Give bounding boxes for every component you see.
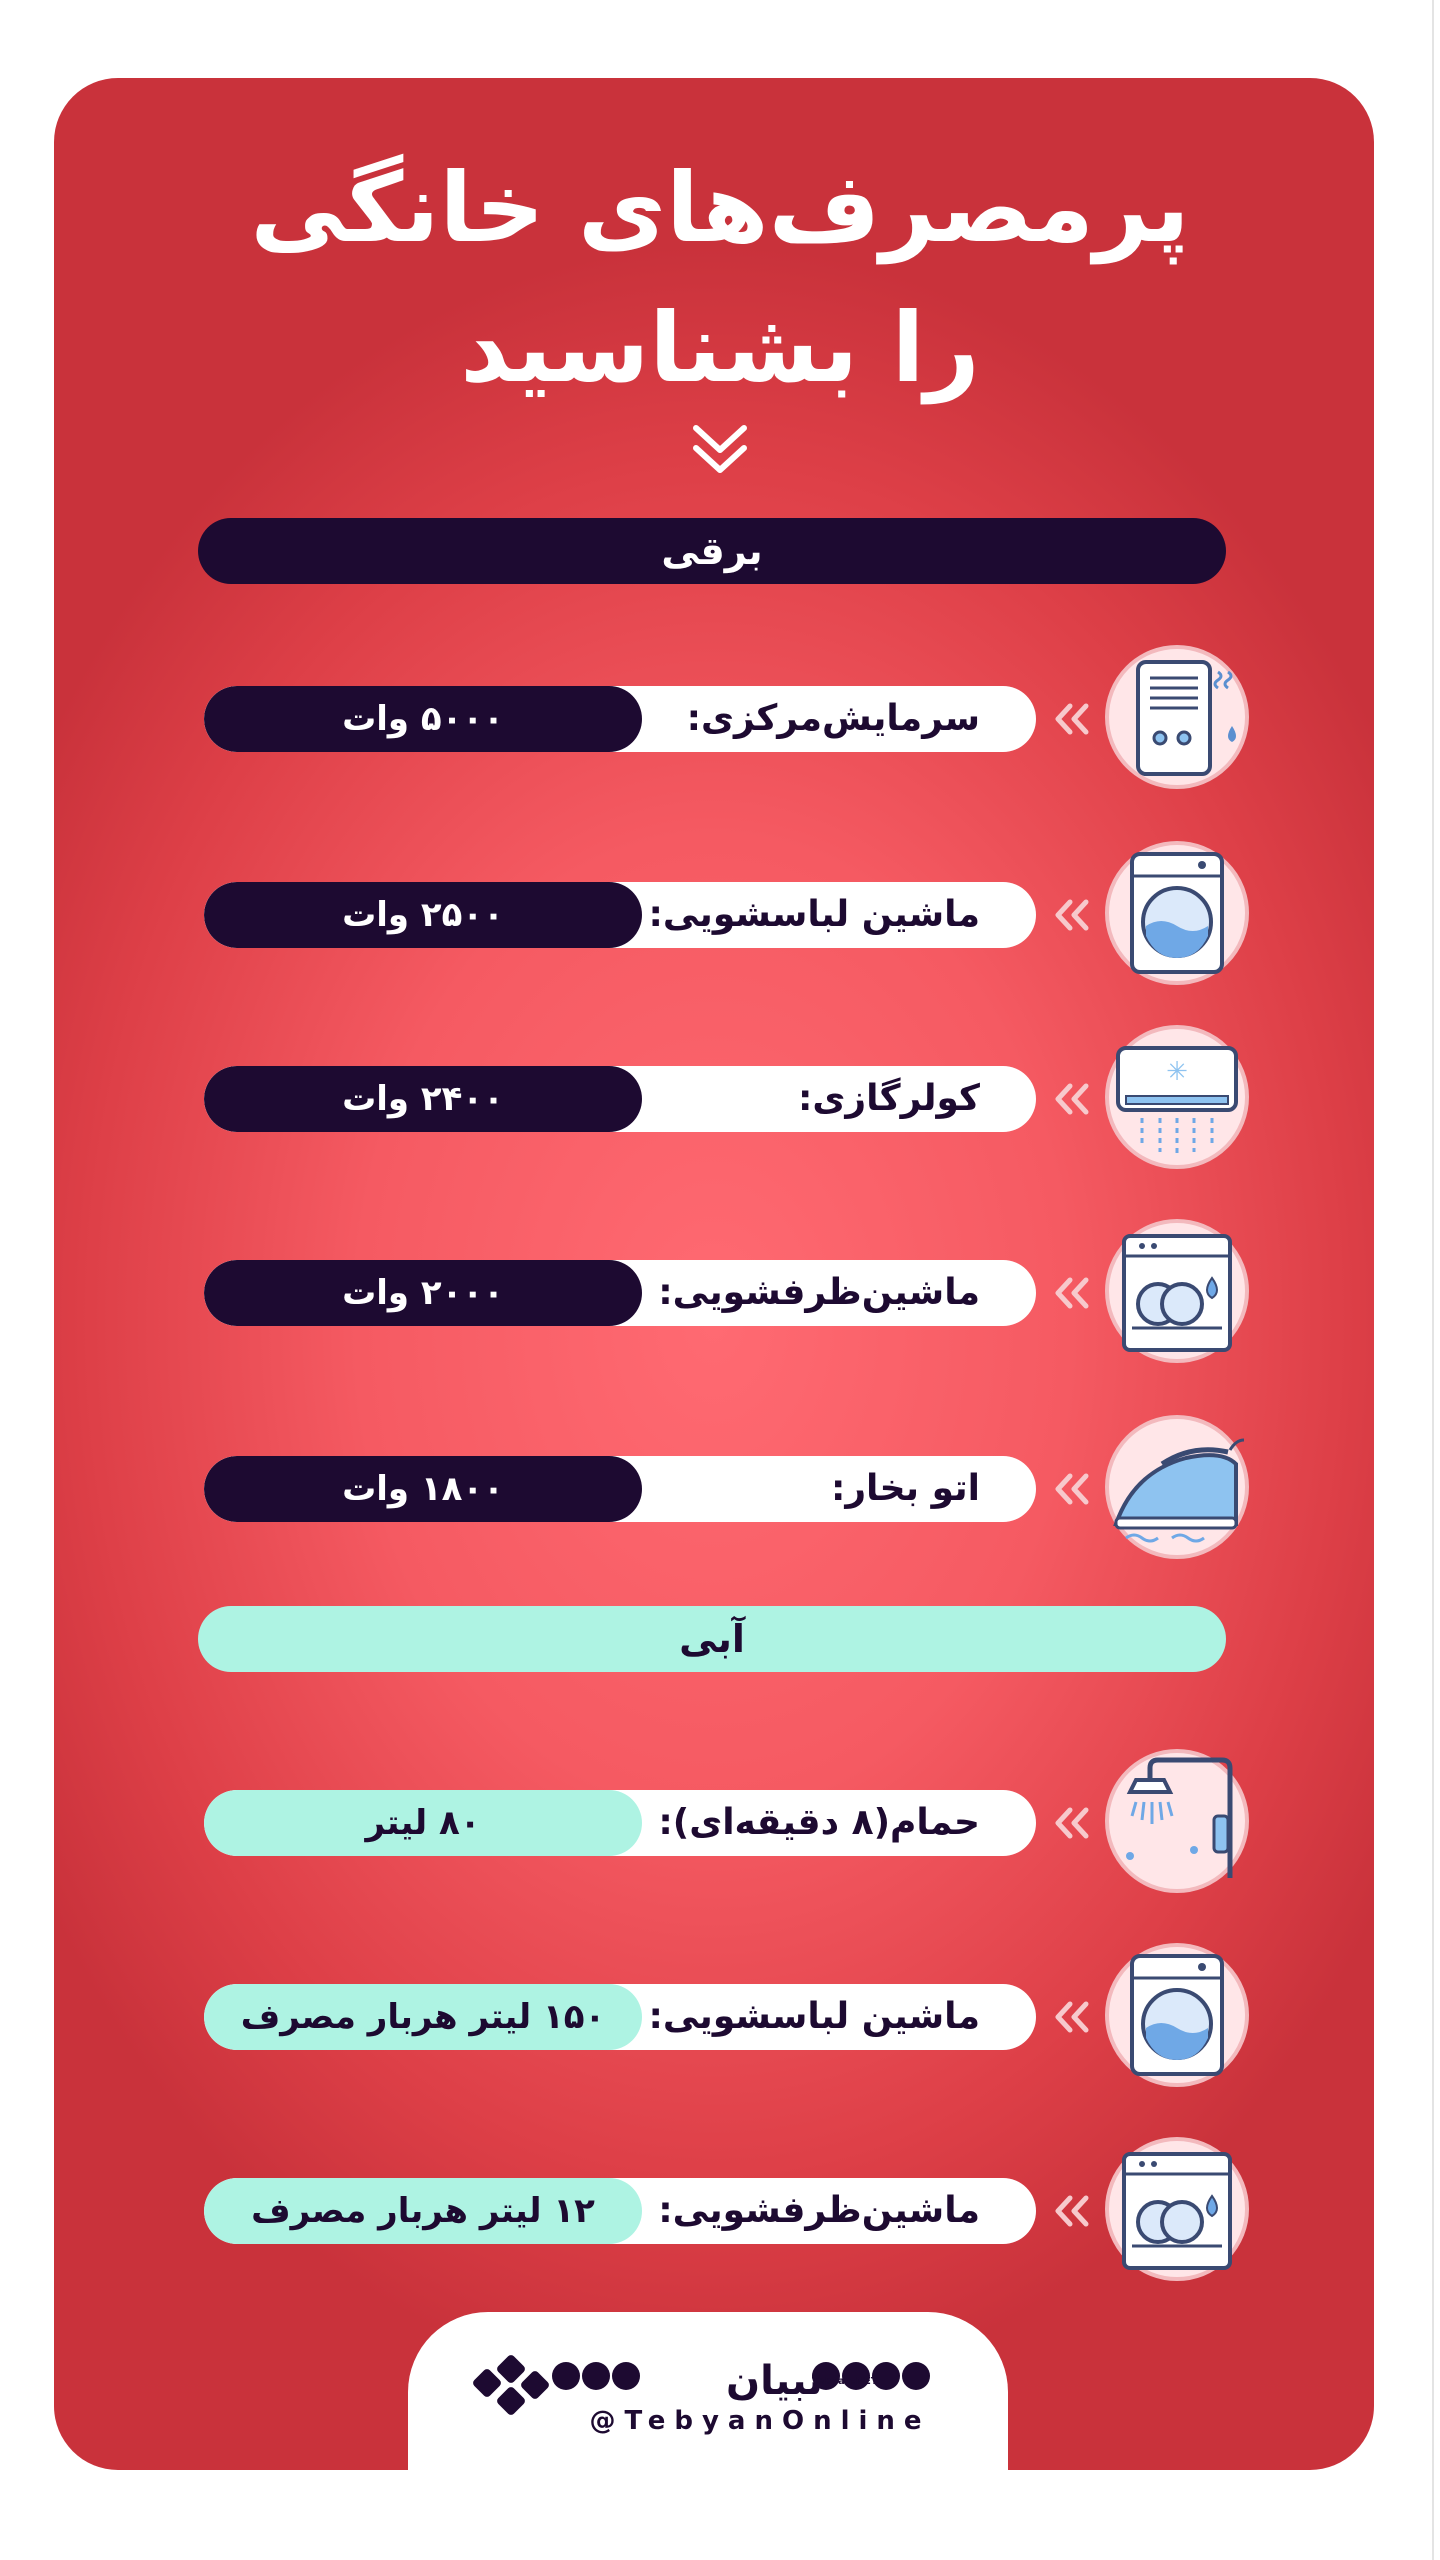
dehumidifier-icon [1102, 642, 1252, 792]
steam-iron-icon [1102, 1412, 1252, 1562]
double-chevron-down-icon [686, 420, 754, 480]
footer-handle: @TebyanOnline [589, 2406, 931, 2436]
row-pill [204, 686, 1036, 752]
footer-brand-sub: Tebyan.NET [812, 2376, 878, 2387]
item-label: ماشین لباسشویی: [648, 894, 980, 935]
item-label: ماشین لباسشویی: [648, 1996, 980, 2037]
list-item [204, 1412, 1242, 1562]
item-label: سرمایش‌مرکزی: [686, 698, 980, 739]
dishwasher-icon [1102, 1216, 1252, 1366]
title-line-1: پرمصرف‌های خانگی [250, 152, 1190, 264]
double-chevron-left-icon [1052, 2000, 1092, 2034]
item-value: ۵۰۰۰ وات [204, 686, 642, 752]
item-label: حمام(۸ دقیقه‌ای): [658, 1802, 980, 1843]
item-value: ۸۰ لیتر [204, 1790, 642, 1856]
row-pill [204, 1790, 1036, 1856]
item-label: کولرگازی: [798, 1078, 980, 1119]
washing-machine-icon [1102, 838, 1252, 988]
double-chevron-left-icon [1052, 1276, 1092, 1310]
dishwasher-icon [1102, 2134, 1252, 2284]
section-water-header: آبی [198, 1606, 1226, 1672]
double-chevron-left-icon [1052, 1806, 1092, 1840]
list-item [204, 642, 1242, 792]
item-label: اتو بخار: [830, 1468, 980, 1509]
footer-social-strip [466, 2346, 966, 2456]
footer-brand: تبیان [726, 2358, 823, 2404]
svg-text:✳: ✳ [1166, 1057, 1188, 1087]
double-chevron-left-icon [1052, 702, 1092, 736]
row-pill [204, 1260, 1036, 1326]
list-item [204, 1022, 1242, 1172]
double-chevron-left-icon [1052, 1472, 1092, 1506]
double-chevron-left-icon [1052, 1082, 1092, 1116]
washing-machine-icon [1102, 1940, 1252, 2090]
row-pill [204, 1456, 1036, 1522]
list-item [204, 1216, 1242, 1366]
tebyan-logo-icon [471, 2353, 550, 2416]
list-item [204, 1940, 1242, 2090]
list-item [204, 838, 1242, 988]
row-pill [204, 1984, 1036, 2050]
air-conditioner-icon [1102, 1022, 1252, 1172]
row-pill [204, 2178, 1036, 2244]
item-value: ۲۵۰۰ وات [204, 882, 642, 948]
row-pill [204, 882, 1036, 948]
row-pill [204, 1066, 1036, 1132]
double-chevron-left-icon [1052, 898, 1092, 932]
item-value: ۱۸۰۰ وات [204, 1456, 642, 1522]
item-label: ماشین‌ظرفشویی: [658, 1272, 980, 1313]
item-value: ۱۵۰ لیتر هربار مصرف [204, 1984, 642, 2050]
title-line-2: را بشناسید [460, 292, 980, 404]
list-item [204, 1746, 1242, 1896]
shower-icon [1102, 1746, 1252, 1896]
section-electric-header: برقی [198, 518, 1226, 584]
item-value: ۱۲ لیتر هربار مصرف [204, 2178, 642, 2244]
double-chevron-left-icon [1052, 2194, 1092, 2228]
item-label: ماشین‌ظرفشویی: [658, 2190, 980, 2231]
item-value: ۲۰۰۰ وات [204, 1260, 642, 1326]
list-item [204, 2134, 1242, 2284]
item-value: ۲۴۰۰ وات [204, 1066, 642, 1132]
